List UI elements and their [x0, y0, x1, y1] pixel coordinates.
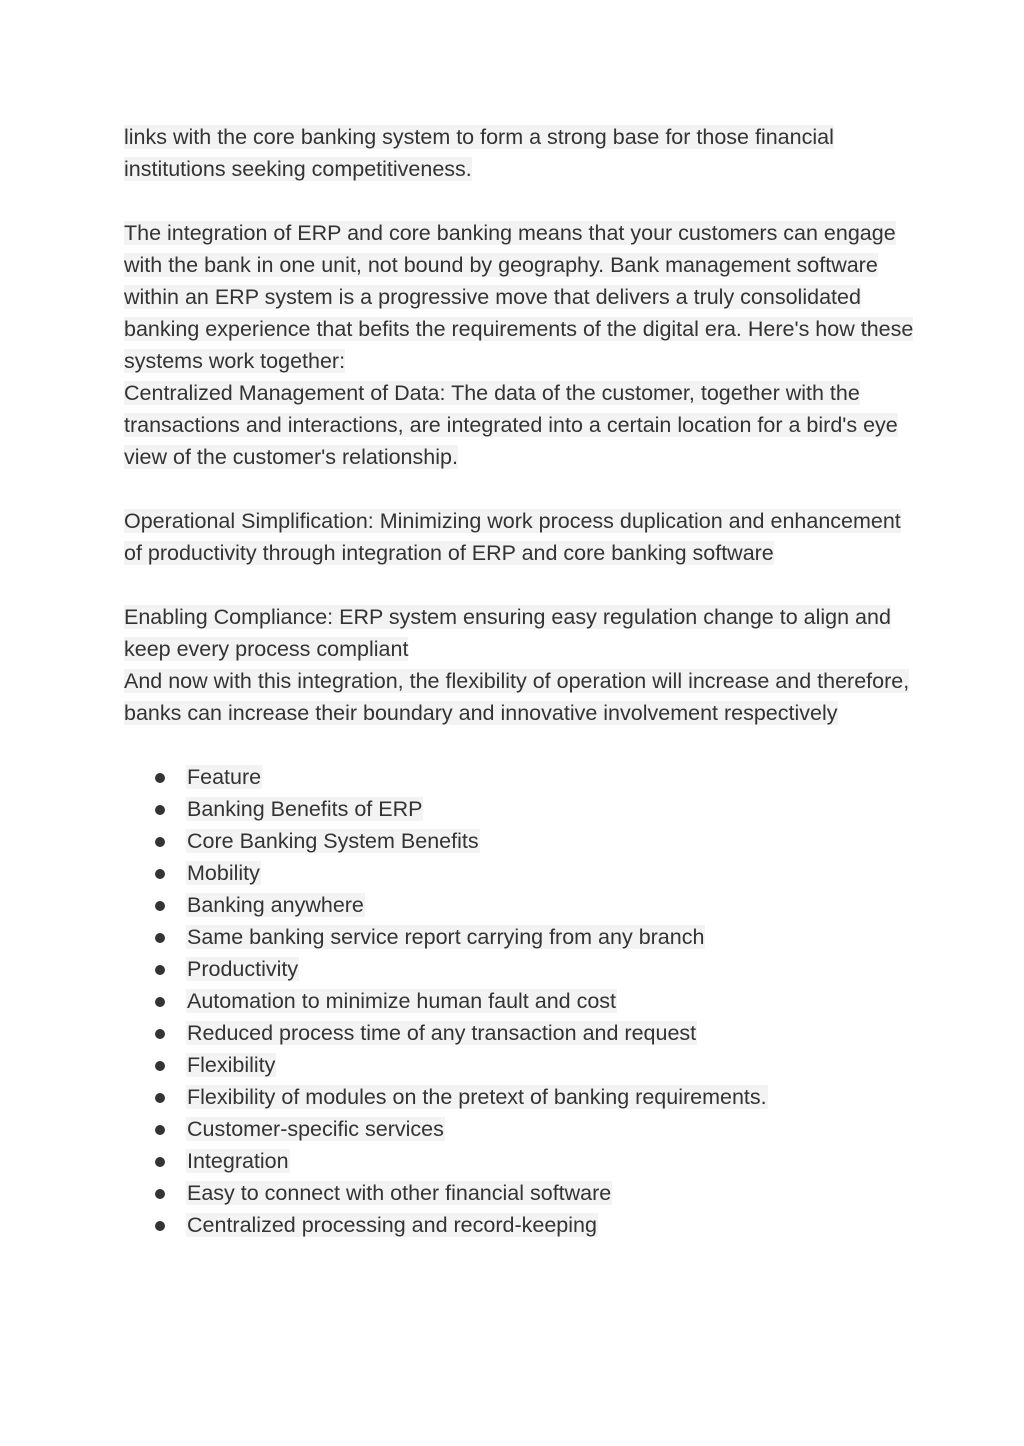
- list-item-label: Flexibility: [187, 1053, 276, 1077]
- list-item-label: Mobility: [187, 861, 260, 885]
- bullet-dot-icon: [155, 1189, 165, 1199]
- list-item-label: Customer-specific services: [187, 1117, 444, 1141]
- list-item-label: Productivity: [187, 957, 299, 981]
- list-item: [124, 889, 914, 921]
- bullet-dot-icon: [155, 997, 165, 1007]
- paragraph-enabling-compliance: [124, 601, 914, 665]
- paragraph-intro-text: links with the core banking system to form a strong base for those financial institutions seeking competitiveness.: [124, 125, 834, 181]
- list-item-label: Centralized processing and record-keeping: [187, 1213, 597, 1237]
- paragraph-operational-simplification-text: Operational Simplification: Minimizing work process duplication and enhancement of productivity through integration of ERP and core banking software: [124, 509, 901, 565]
- list-item-label: Feature: [187, 765, 262, 789]
- paragraph-spacer: [124, 185, 914, 217]
- paragraph-flexibility-text: And now with this integration, the flexibility of operation will increase and therefore, banks can increase their boundary and innovative involvement respectively: [124, 669, 910, 725]
- list-item-label: Reduced process time of any transaction and request: [187, 1021, 697, 1045]
- list-item: [124, 1177, 914, 1209]
- paragraph-centralized-data: [124, 377, 914, 473]
- list-item-label: Easy to connect with other financial software: [187, 1181, 612, 1205]
- list-item-label: Integration: [187, 1149, 289, 1173]
- bullet-dot-icon: [155, 1125, 165, 1135]
- bullet-dot-icon: [155, 1093, 165, 1103]
- list-item: [124, 1209, 914, 1241]
- paragraph-flexibility: [124, 665, 914, 729]
- paragraph-spacer: [124, 473, 914, 505]
- paragraph-integration-text: The integration of ERP and core banking means that your customers can engage with the bank in one unit, not bound by geography. Bank management software within an ERP system is a progressive move that delivers a truly consolidated banking experience that befits the requirements of the digital era. Here's how these systems work together:: [124, 221, 914, 373]
- list-item-label: Automation to minimize human fault and cost: [187, 989, 617, 1013]
- bullet-dot-icon: [155, 773, 165, 783]
- bullet-dot-icon: [155, 901, 165, 911]
- bullet-dot-icon: [155, 1029, 165, 1039]
- list-item-label: Flexibility of modules on the pretext of banking requirements.: [187, 1085, 767, 1109]
- list-item: [124, 921, 914, 953]
- list-item: [124, 825, 914, 857]
- bullet-dot-icon: [155, 805, 165, 815]
- paragraph-spacer: [124, 569, 914, 601]
- list-item: [124, 1049, 914, 1081]
- bullet-dot-icon: [155, 1061, 165, 1071]
- paragraph-integration: [124, 217, 914, 377]
- bullet-dot-icon: [155, 933, 165, 943]
- bullet-dot-icon: [155, 869, 165, 879]
- list-item-label: Core Banking System Benefits: [187, 829, 479, 853]
- bullet-dot-icon: [155, 837, 165, 847]
- list-item-label: Same banking service report carrying from any branch: [187, 925, 705, 949]
- paragraph-centralized-data-text: Centralized Management of Data: The data of the customer, together with the transactions and interactions, are integrated into a certain location for a bird's eye view of the customer's relationship.: [124, 381, 898, 469]
- paragraph-spacer: [124, 729, 914, 761]
- list-item: [124, 1017, 914, 1049]
- list-item: [124, 857, 914, 889]
- bullet-dot-icon: [155, 1221, 165, 1231]
- list-item: [124, 953, 914, 985]
- list-item-label: Banking Benefits of ERP: [187, 797, 423, 821]
- list-item: [124, 1145, 914, 1177]
- list-item: [124, 1081, 914, 1113]
- document-page: [124, 121, 914, 1241]
- list-item: [124, 793, 914, 825]
- paragraph-enabling-compliance-text: Enabling Compliance: ERP system ensuring easy regulation change to align and keep every process compliant: [124, 605, 891, 661]
- list-item: [124, 1113, 914, 1145]
- list-item: [124, 761, 914, 793]
- paragraph-intro: [124, 121, 914, 185]
- bullet-dot-icon: [155, 965, 165, 975]
- list-item-label: Banking anywhere: [187, 893, 364, 917]
- list-item: [124, 985, 914, 1017]
- feature-bullet-list: [124, 761, 914, 1241]
- bullet-dot-icon: [155, 1157, 165, 1167]
- paragraph-operational-simplification: [124, 505, 914, 569]
